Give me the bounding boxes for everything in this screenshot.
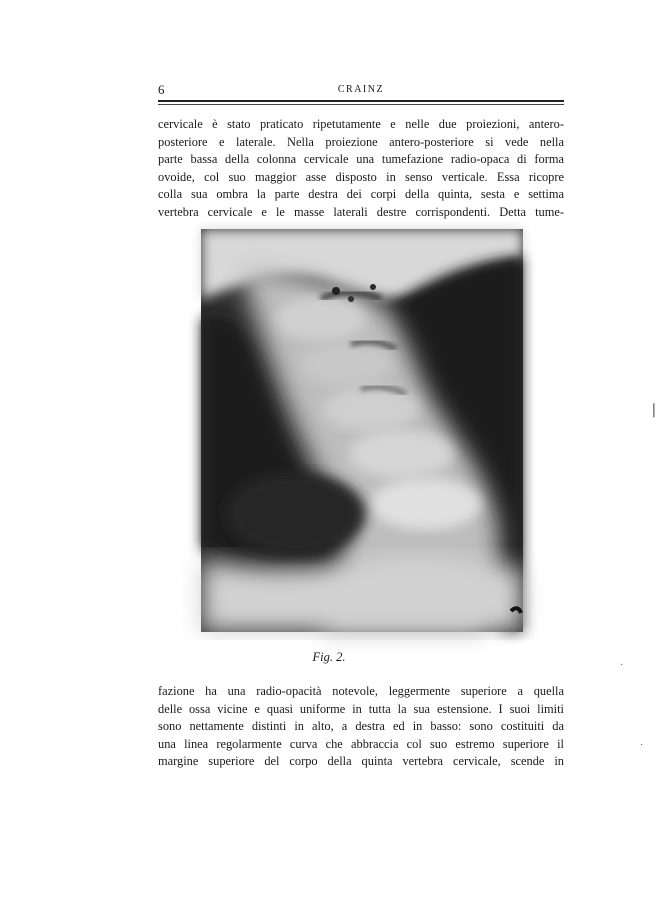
text-line: parte bassa della colonna cervicale una tumefazione radio-opaca di forma bbox=[158, 152, 564, 167]
text-line: delle ossa vicine e quasi uniforme in tutta la sua estensione. I suoi limiti bbox=[158, 701, 564, 716]
text-line: colla sua ombra la parte destra dei corpi della quinta, sesta e settima bbox=[158, 187, 564, 202]
text-line: una linea regolarmente curva che abbraccia col suo estremo superiore il bbox=[158, 736, 564, 751]
page-mark: · bbox=[640, 740, 644, 751]
text-line: vertebra cervicale e le masse laterali destre corrispondenti. Detta tume- bbox=[158, 204, 564, 219]
header-rule-thin bbox=[158, 104, 564, 105]
text-line: cervicale è stato praticato ripetutamente e nelle due proiezioni, antero- bbox=[158, 117, 564, 131]
text-line: sono nettamente distinti in alto, a destra ed in basso: sono costituiti da bbox=[158, 719, 564, 734]
body-paragraph-1 bbox=[158, 116, 564, 222]
header-rule bbox=[158, 100, 564, 102]
text-line: ovoide, col suo maggior asse disposto in senso verticale. Essa ricopre bbox=[158, 169, 564, 184]
radiograph-image bbox=[201, 229, 523, 632]
page-number: 6 bbox=[158, 82, 165, 97]
page-mark: · bbox=[620, 660, 624, 671]
running-head: CRAINZ bbox=[337, 84, 385, 95]
running-header bbox=[158, 82, 564, 100]
text-line: margine superiore del corpo della quinta vertebra cervicale, scende in bbox=[158, 754, 564, 769]
text-line: posteriore e laterale. Nella proiezione antero-posteriore si vede nella bbox=[158, 134, 564, 149]
figure-caption: Fig. 2. bbox=[312, 650, 346, 664]
page-mark: ❘ bbox=[648, 403, 660, 418]
radiograph-figure bbox=[201, 229, 523, 632]
text-line: fazione ha una radio-opacità notevole, leggermente superiore a quella bbox=[158, 684, 564, 698]
body-paragraph-2 bbox=[158, 683, 564, 771]
